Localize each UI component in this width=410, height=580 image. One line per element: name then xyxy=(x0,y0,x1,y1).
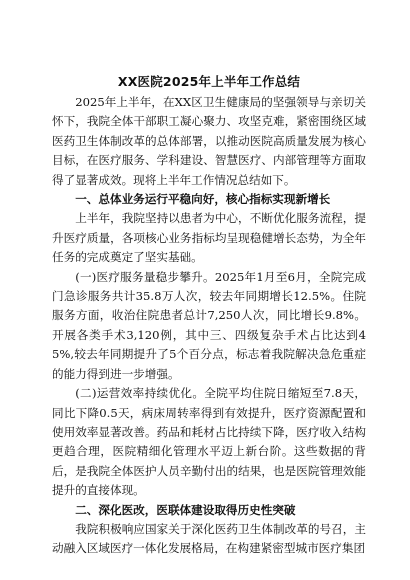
document-title: XX医院2025年上半年工作总结 xyxy=(117,74,301,89)
section-2-paragraph: 我院积极响应国家关于深化医药卫生体制改革的号召，主动融入区域医疗一体化发展格局，在构建紧密型城市医疗集团 xyxy=(52,521,366,556)
section-2-heading: 二、深化医改，医联体建设取得历史性突破 xyxy=(75,502,296,517)
document-page xyxy=(52,72,366,559)
section-1-intro-paragraph: 上半年，我院坚持以患者为中心，不断优化服务流程，提升医疗质量，各项核心业务指标均呈现稳健增长态势，为全年任务的完成奠定了坚实基础。 xyxy=(52,211,366,265)
intro-paragraph: 2025年上半年，在XX区卫生健康局的坚强领导与亲切关怀下，我院全体干部职工凝心聚力、攻坚克难，紧密围绕区域医药卫生体制改革的总体部署，以推动医院高质量发展为核心目标，在医疗服务、学科建设、智慧医疗、内部管理等方面取得了显著成效。现将上半年工作情况总结如下。 xyxy=(52,95,366,187)
section-1-efficiency-paragraph: (二)运营效率持续优化。全院平均住院日缩短至7.8天，同比下降0.5天，病床周转率得到有效提升，医疗资源配置和使用效率显著改善。药品和耗材占比持续下降，医疗收入结构更趋合理，医院精细化管理水平迈上新台阶。这些数据的背后，是我院全体医护人员辛勤付出的结果，也是医院管理效能提升的直接体现。 xyxy=(52,386,366,498)
section-1-heading: 一、总体业务运行平稳向好，核心指标实现新增长 xyxy=(75,192,331,207)
section-1-service-volume-paragraph: (一)医疗服务量稳步攀升。2025年1月至6月，全院完成门急诊服务共计35.8万人次，较去年同期增长12.5%。住院服务方面，收治住院患者总计7,250人次，同比增长9.8%。开展各类手术3,120例，其中三、四级复杂手术占比达到45%,较去年同期提升了5个百分点，标志着我院解决急危重症的能力得到进一步增强。 xyxy=(52,269,366,381)
